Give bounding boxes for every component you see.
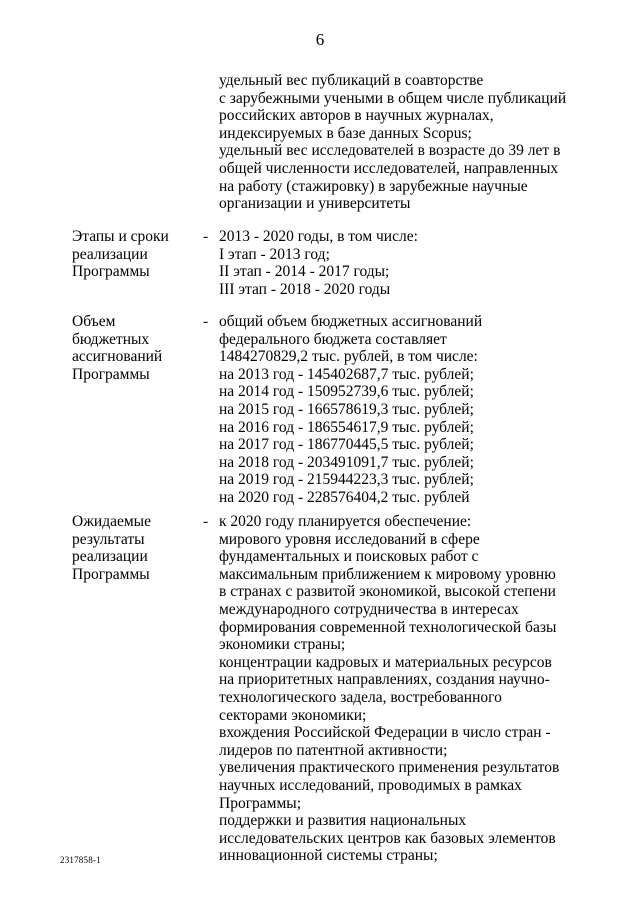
text-line: 2013 - 2020 годы, в том числе: xyxy=(219,228,418,245)
text-line: на 2013 год - 145402687,7 тыс. рублей; xyxy=(219,365,474,383)
text-line: индексируемых в базе данных Scopus; xyxy=(219,124,472,142)
page-number: 6 xyxy=(315,30,325,49)
text-line: федерального бюджета составляет xyxy=(219,330,447,348)
text-line: секторами экономики; xyxy=(219,706,367,724)
text-line: инновационной системы страны; xyxy=(219,847,438,865)
text-line: общей численности исследователей, направленных xyxy=(219,159,559,177)
text-line: мирового уровня исследований в сфере xyxy=(219,530,480,548)
text-line: 1484270829,2 тыс. рублей, в том числе: xyxy=(219,348,478,366)
text-line: общий объем бюджетных ассигнований xyxy=(219,313,483,330)
text-line: с зарубежными учеными в общем числе публикаций xyxy=(219,89,567,107)
text-line: на работу (стажировку) в зарубежные научные xyxy=(219,177,528,195)
label-line: реализации xyxy=(72,548,148,566)
section-text xyxy=(219,228,418,298)
section-dash: - xyxy=(203,313,209,330)
text-line: экономики страны; xyxy=(219,636,346,654)
text-line: исследовательских центров как базовых элементов xyxy=(219,829,556,847)
text-line: научных исследований, проводимых в рамках xyxy=(219,776,522,794)
text-line: концентрации кадровых и материальных ресурсов xyxy=(219,653,552,671)
text-line: международного сотрудничества в интересах xyxy=(219,600,519,618)
text-line: на приоритетных направлениях, создания научно- xyxy=(219,671,550,689)
label-line: Этапы и сроки xyxy=(72,228,169,245)
section-dash: - xyxy=(203,513,209,530)
section-dash: - xyxy=(203,228,209,245)
label-line: результаты xyxy=(72,530,145,548)
section-text xyxy=(219,513,559,865)
label-line: Программы xyxy=(72,365,150,383)
text-line: Программы; xyxy=(219,794,302,812)
label-line: Ожидаемые xyxy=(72,513,151,530)
label-line: бюджетных xyxy=(72,330,150,348)
text-line: технологического задела, востребованного xyxy=(219,688,502,706)
label-line: Объем xyxy=(72,313,116,330)
text-line: российских авторов в научных журналах, xyxy=(219,107,494,125)
text-line: III этап - 2018 - 2020 годы xyxy=(219,280,391,298)
section-label xyxy=(72,313,182,383)
document-code: 2317858-1 xyxy=(60,855,101,865)
text-line: на 2018 год - 203491091,7 тыс. рублей; xyxy=(219,453,474,471)
text-line: организации и университеты xyxy=(219,195,411,213)
label-line: Программы xyxy=(72,565,150,583)
text-line: на 2020 год - 228576404,2 тыс. рублей xyxy=(219,488,470,506)
text-line: на 2015 год - 166578619,3 тыс. рублей; xyxy=(219,400,474,418)
section-label xyxy=(72,513,182,583)
text-line: II этап - 2014 - 2017 годы; xyxy=(219,263,390,281)
label-line: Программы xyxy=(72,263,150,281)
text-line: на 2016 год - 186554617,9 тыс. рублей; xyxy=(219,418,474,436)
text-line: в странах с развитой экономикой, высокой степени xyxy=(219,583,556,601)
text-line: вхождения Российской Федерации в число стран - xyxy=(219,724,551,742)
text-line: поддержки и развития национальных xyxy=(219,812,467,830)
text-line: I этап - 2013 год; xyxy=(219,245,330,263)
text-line: фундаментальных и поисковых работ с xyxy=(219,548,479,566)
text-line: на 2017 год - 186770445,5 тыс. рублей; xyxy=(219,436,474,454)
section-text xyxy=(219,313,482,507)
text-line: увеличения практического применения результатов xyxy=(219,759,560,777)
text-line: на 2019 год - 215944223,3 тыс. рублей; xyxy=(219,471,474,489)
text-line: удельный вес исследователей в возрасте до 39 лет в xyxy=(219,142,561,160)
text-line: к 2020 году планируется обеспечение: xyxy=(219,513,472,530)
text-line: удельный вес публикаций в соавторстве xyxy=(219,72,484,89)
label-line: реализации xyxy=(72,245,148,263)
text-line: формирования современной технологической базы xyxy=(219,618,557,636)
intro-text xyxy=(219,72,566,213)
text-line: на 2014 год - 150952739,6 тыс. рублей; xyxy=(219,383,474,401)
section-label xyxy=(72,228,182,281)
text-line: максимальным приближением к мировому уровню xyxy=(219,565,556,583)
label-line: ассигнований xyxy=(72,348,163,366)
text-line: лидеров по патентной активности; xyxy=(219,741,448,759)
